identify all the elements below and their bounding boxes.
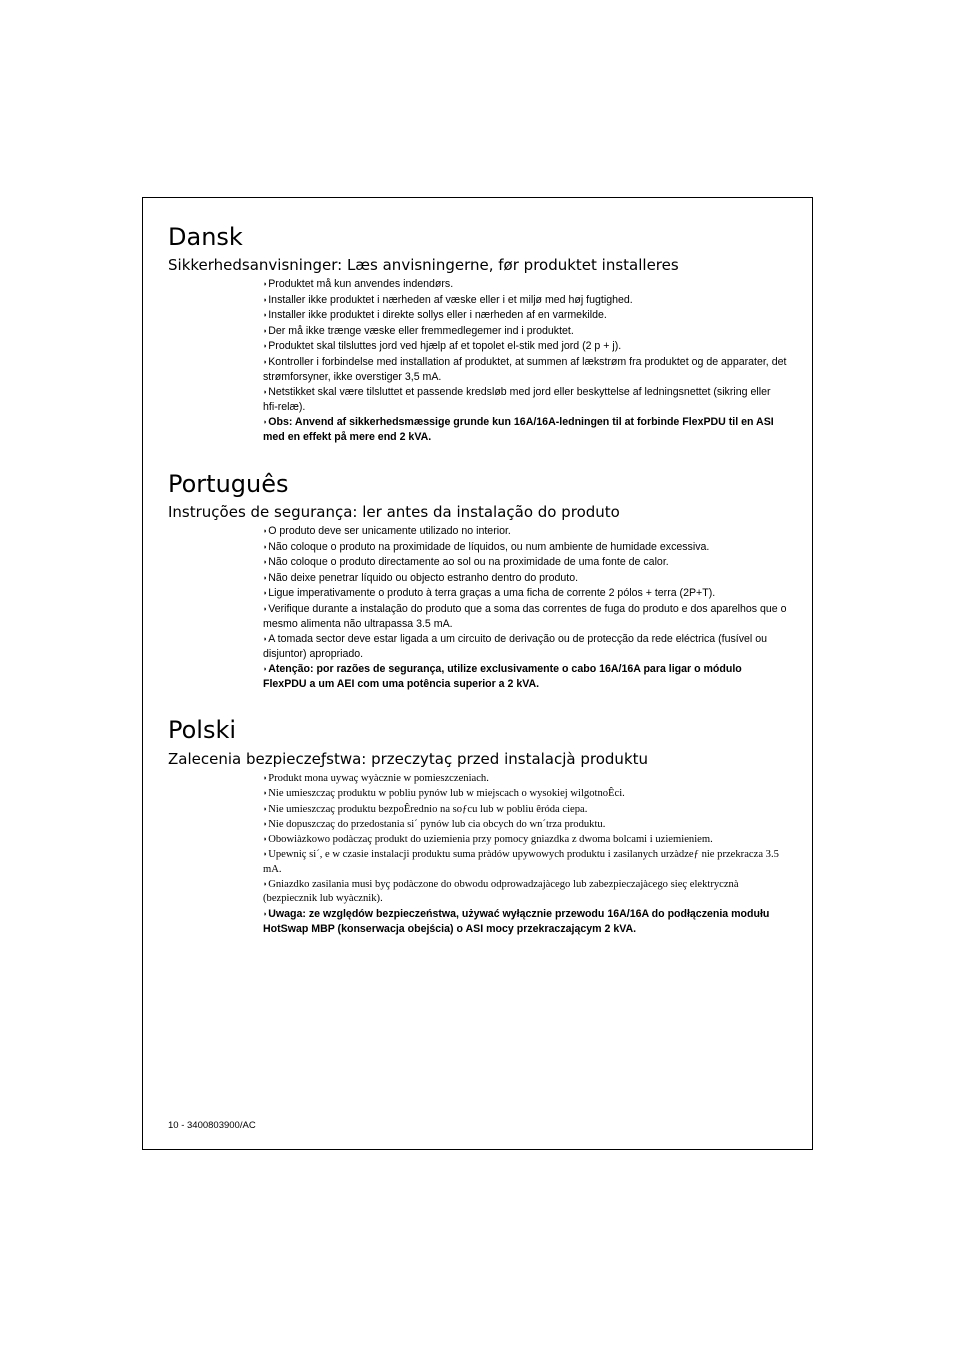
bullet-icon: ◗: [263, 543, 268, 551]
safety-list-dansk: [263, 277, 788, 445]
section-heading-portugues: Português: [168, 470, 289, 498]
bullet-icon: ◗: [263, 774, 268, 782]
bullet-icon: ◗: [263, 880, 268, 889]
safety-list-polski: [263, 771, 788, 936]
list-item: ◗Gniazdko zasilania musi byç podàczone do obwodu odprowadzajàcego lub zabezpieczajàcego sieç elektrycznà (bezpiecznik lub wyàcznik).: [263, 879, 739, 905]
bullet-icon: ◗: [263, 312, 268, 319]
list-item: ◗Nie umieszczaç produktu bezpoÊrednio na soƒcu lub w pobliu êróda ciepa.: [263, 803, 588, 815]
list-item: ◗Obowiàzkowo podàczaç produkt do uziemienia przy pomocy gniazdka z dwoma bolcami i uziemieniem.: [263, 834, 713, 846]
bullet-icon: ◗: [263, 804, 268, 813]
warning-note: ◗Obs: Anvend af sikkerhedsmæssige grunde kun 16A/16A-ledningen til at forbinde FlexPDU til en ASI med en effekt på mere end 2 kVA.: [263, 415, 774, 443]
list-item: ◗Produktet skal tilsluttes jord ved hjælp af et topolet el-stik med jord (2 p + j).: [263, 339, 788, 355]
bullet-icon: ◗: [263, 665, 268, 673]
list-item: ◗Ligue imperativamente o produto à terra graças a uma ficha de corrente 2 pólos + terra (2P+T).: [263, 586, 788, 602]
section-heading-polski: Polski: [168, 716, 237, 744]
bullet-icon: ◗: [263, 343, 268, 350]
bullet-icon: ◗: [263, 789, 268, 798]
bullet-icon: ◗: [263, 605, 268, 613]
list-item: ◗Installer ikke produktet i nærheden af væske eller i et miljø med høj fugtighed.: [263, 293, 788, 309]
list-item: ◗Produkt mona uywaç wyàcznie w pomieszczeniach.: [263, 773, 489, 784]
list-item: ◗A tomada sector deve estar ligada a um circuito de derivação ou de protecção da rede eléctrica (fusível ou disjuntor) apropriado.: [263, 632, 768, 660]
bullet-icon: ◗: [263, 281, 268, 288]
list-item: ◗Upewniç si´, e w czasie instalacji produktu suma pràdów upywowych produktu i zasilanych urzàdzeƒ nie przekracza 3.5 mA.: [263, 849, 779, 875]
bullet-icon: ◗: [263, 590, 268, 597]
list-item: ◗Não coloque o produto na proximidade de líquidos, ou num ambiente de humidade excessiva.: [263, 540, 788, 556]
warning-note: ◗Uwaga: ze względów bezpieczeństwa, używać wyłącznie przewodu 16A/16A do podłączenia modułu HotSwap MBP (konserwacja obejścia) o ASI mocy przekraczającym 2 kVA.: [263, 907, 770, 935]
list-item: ◗Nie umieszczaç produktu w pobliu pynów lub w miejscach o wysokiej wilgotnoÊci.: [263, 788, 625, 800]
bullet-icon: ◗: [263, 358, 268, 366]
list-item: ◗Netstikket skal være tilsluttet et passende kredsløb med jord eller beskyttelse af ledningsnettet (sikring eller hfi-relæ).: [263, 385, 771, 413]
list-item: ◗Nie dopuszczaç do przedostania si´ pynów lub cia obcych do wn´trza produktu.: [263, 818, 606, 830]
bullet-icon: ◗: [263, 388, 268, 396]
section-heading-dansk: Dansk: [168, 223, 243, 251]
warning-note: ◗Atenção: por razões de segurança, utilize exclusivamente o cabo 16A/16A para ligar o módulo FlexPDU a um AEI com uma potência superior a 2 kVA.: [263, 662, 742, 690]
list-item: ◗Produktet må kun anvendes indendørs.: [263, 277, 788, 293]
bullet-icon: ◗: [263, 835, 268, 844]
list-item: ◗Não deixe penetrar líquido ou objecto estranho dentro do produto.: [263, 571, 788, 587]
list-item: ◗Não coloque o produto directamente ao sol ou na proximidade de uma fonte de calor.: [263, 555, 788, 571]
list-item: ◗Installer ikke produktet i direkte sollys eller i nærheden af en varmekilde.: [263, 308, 788, 324]
bullet-icon: ◗: [263, 296, 268, 304]
bullet-icon: ◗: [263, 850, 268, 859]
bullet-icon: ◗: [263, 559, 268, 566]
bullet-icon: ◗: [263, 327, 268, 335]
bullet-icon: ◗: [263, 574, 268, 582]
list-item: ◗Der må ikke trænge væske eller fremmedlegemer ind i produktet.: [263, 324, 788, 340]
bullet-icon: ◗: [263, 635, 268, 643]
list-item: ◗Verifique durante a instalação do produto que a soma das correntes de fuga do produto e dos aparelhos que o mesmo alimenta não ultrapassa 3.5 mA.: [263, 602, 787, 630]
section-subheading-polski: Zalecenia bezpieczeƒstwa: przeczytaç przed instalacjà produktu: [168, 750, 649, 768]
list-item: ◗O produto deve ser unicamente utilizado no interior.: [263, 524, 788, 540]
bullet-icon: ◗: [263, 819, 268, 828]
bullet-icon: ◗: [263, 910, 268, 918]
list-item: ◗Kontroller i forbindelse med installation af produktet, at summen af lækstrøm fra produktet og de apparater, det strømforsyner, ikke overstiger 3,5 mA.: [263, 355, 787, 383]
section-subheading-dansk: Sikkerhedsanvisninger: Læs anvisningerne, før produktet installeres: [168, 256, 679, 274]
page-footer: 10 - 3400803900/AC: [168, 1120, 256, 1131]
safety-list-portugues: [263, 524, 788, 692]
bullet-icon: ◗: [263, 418, 268, 426]
section-subheading-portugues: Instruções de segurança: ler antes da instalação do produto: [168, 503, 620, 521]
bullet-icon: ◗: [263, 528, 268, 535]
